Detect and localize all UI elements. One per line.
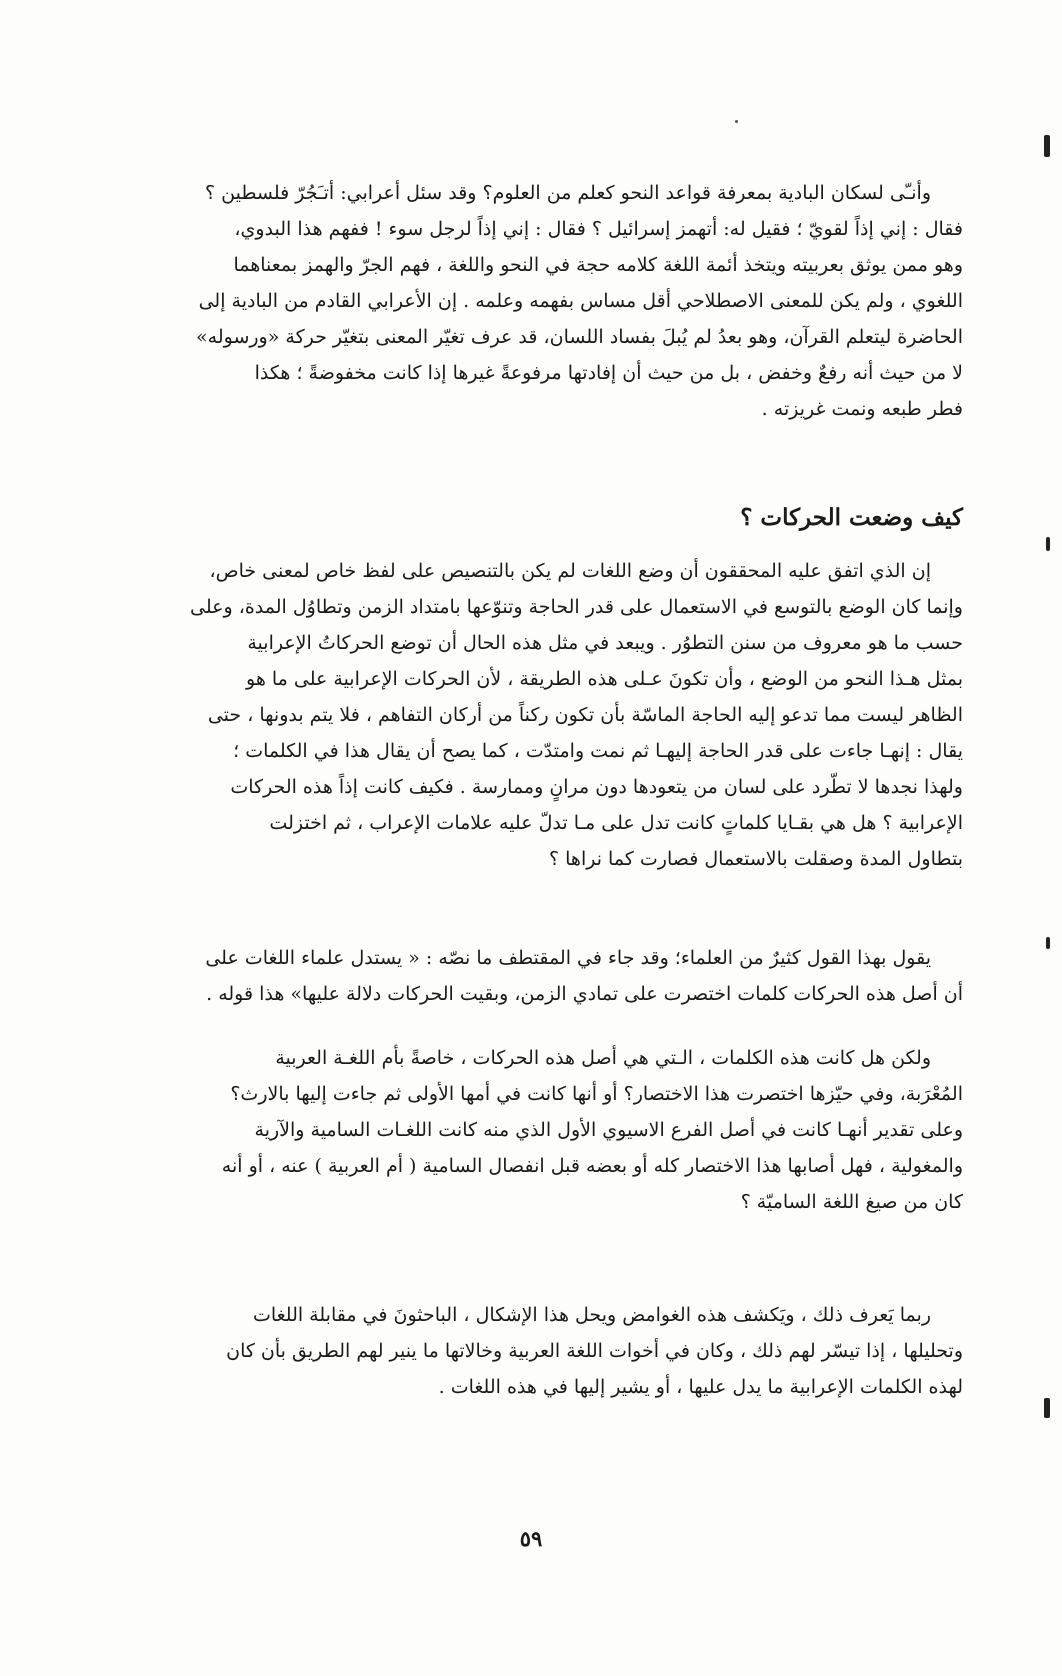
paragraph — [108, 553, 963, 589]
text-line: فطر طبعه ونمت غريزته . — [761, 398, 963, 420]
text-line: ربما يَعرف ذلك ، ويَكشف هذه الغوامض ويحل هذا الإشكال ، الباحثونَ في مقابلة اللغات — [252, 1304, 931, 1326]
text-line: أن أصل هذه الحركات كلمات اختصرت على تمادي الزمن، وبقيت الحركات دلالة عليها» هذا قوله . — [206, 983, 963, 1005]
text-line: ولهذا نجدها لا تطّرد على لسان من يتعودها دون مرانٍ وممارسة . فكيف كانت إذاً هذه الحركات — [230, 776, 963, 798]
text-line: الحاضرة ليتعلم القرآن، وهو بعدُ لم يُبلَ بفساد اللسان، قد عرف تغيّر المعنى بتغيّر حركة «ورسوله» — [196, 326, 963, 348]
section-paragraph-2 — [108, 940, 963, 1012]
opening-paragraph — [108, 175, 963, 427]
page-number: ٥٩ — [519, 1526, 543, 1551]
text-line: لا من حيث أنه رفعٌ وخفض ، بل من حيث أن إفادتها مرفوعةً غيرها إذا كانت مخفوضةً ؛ هكذا — [254, 362, 963, 384]
text-line: الإعرابية ؟ هل هي بقـايا كلماتٍ كانت تدل على مـا تدلّ عليه علامات الإعراب ، ثم اختزلت — [269, 812, 963, 834]
margin-mark — [1044, 1398, 1050, 1418]
text-line: لهذه الكلمات الإعرابية ما يدل عليها ، أو يشير إليها في هذه اللغات . — [438, 1376, 963, 1398]
text-line: وعلى تقدير أنهـا كانت في أصل الفرع الاسيوي الأول الذي منه كانت اللغـات السامية والآرية — [254, 1119, 963, 1141]
text-line: وتحليلها ، إذا تيسّر لهم ذلك ، وكان في أخوات اللغة العربية وخالاتها ما ينير لهم الطريق بأن كان — [226, 1340, 963, 1362]
text-line: يقول بهذا القول كثيرٌ من العلماء؛ وقد جاء في المقتطف ما نصّه : « يستدل علماء اللغات على — [205, 947, 931, 969]
paragraph — [108, 940, 963, 976]
text-line: والمغولية ، فهل أصابها هذا الاختصار كله أو بعضه قبل انفصال السامية ( أم العربية ) عنه ، أو أنه — [221, 1155, 963, 1177]
text-line: بمثل هـذا النحو من الوضع ، وأن تكونَ عـلى هذه الطريقة ، لأن الحركات الإعرابية على ما هو — [246, 668, 963, 690]
text-line: وهو ممن يوثق بعربيته ويتخذ أئمة اللغة كلامه حجة في النحو واللغة ، فهم الجرّ والهمز بمعناهما — [233, 254, 963, 276]
text-line: الظاهر ليست مما تدعو إليه الحاجة الماسّة بأن تكون ركناً من أركان التفاهم ، فلا يتم بدونها ، حتى — [207, 704, 963, 726]
section-heading: كيف وضعت الحركات ؟ — [740, 504, 963, 531]
text-line: المُعْرَبة، وفي حيّزها اختصرت هذا الاختصار؟ أو أنها كانت في أمها الأولى ثم جاءت إليها بالارث؟ — [230, 1083, 963, 1105]
text-line: بتطاول المدة وصقلت بالاستعمال فصارت كما نراها ؟ — [549, 848, 963, 870]
margin-mark — [1044, 135, 1050, 157]
text-line: كان من صيغ اللغة الساميّة ؟ — [740, 1191, 963, 1213]
paragraph — [108, 1040, 963, 1076]
paragraph — [108, 175, 963, 211]
text-line: ولكن هل كانت هذه الكلمات ، الـتي هي أصل هذه الحركات ، خاصةً بأم اللغـة العربية — [275, 1047, 931, 1069]
text-line: وإنما كان الوضع بالتوسع في الاستعمال على قدر الحاجة وتنوّعها بامتداد الزمن وتطاوُل المدة، وعلى — [190, 596, 963, 618]
text-line: حسب ما هو معروف من سنن التطوُر . ويبعد في مثل هذه الحال أن توضع الحركاتُ الإعرابية — [247, 632, 963, 654]
section-paragraph-4 — [108, 1297, 963, 1405]
text-line: اللغوي ، ولم يكن للمعنى الاصطلاحي أقل مساس بفهمه وعلمه . إن الأعرابي القادم من البادية إلى — [198, 290, 963, 312]
text-line: وأنـّى لسكان البادية بمعرفة قواعد النحو كعلم من العلوم؟ وقد سئل أعرابي: أتـَجُرّ فلسطين ؟ — [205, 182, 931, 204]
margin-mark — [1046, 937, 1050, 949]
margin-mark — [1046, 537, 1050, 551]
scan-speck — [735, 120, 738, 123]
section-paragraph-1 — [108, 553, 963, 877]
text-line: إن الذي اتفق عليه المحققون أن وضع اللغات لم يكن بالتنصيص على لفظ خاص لمعنى خاص، — [209, 560, 931, 582]
text-line: فقال : إني إذاً لقويّ ؛ فقيل له: أتهمز إسرائيل ؟ فقال : إني إذاً لرجل سوء ! ففهم هذا البدوي، — [234, 218, 963, 240]
paragraph — [108, 1297, 963, 1333]
text-line: يقال : إنهـا جاءت على قدر الحاجة إليهـا ثم نمت وامتدّت ، كما يصح أن يقال هذا في الكلمات ؛ — [233, 740, 963, 762]
section-paragraph-3 — [108, 1040, 963, 1220]
